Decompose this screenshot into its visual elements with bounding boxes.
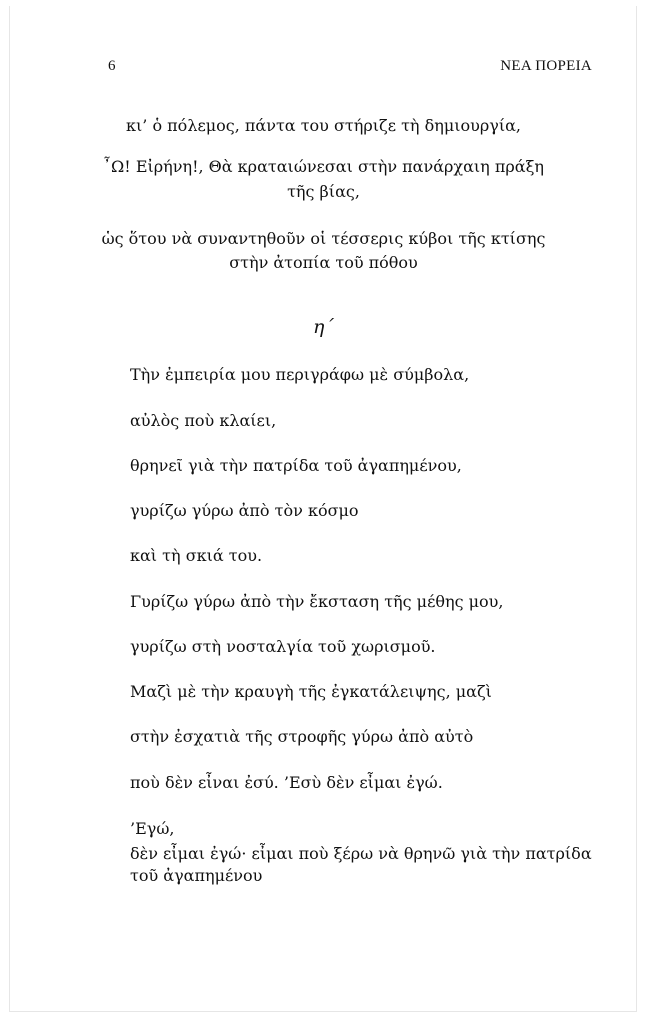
verse-line: στὴν ἐσχατιὰ τῆς στροφῆς γύρω ἀπὸ αὐτὸ <box>130 727 474 746</box>
verse-line: Μαζὶ μὲ τὴν κραυγὴ τῆς ἐγκατάλειψης, μαζὶ <box>130 682 492 701</box>
running-header <box>0 58 647 78</box>
verse-line: αὐλὸς ποὺ κλαίει, <box>130 411 277 430</box>
verse-line: καὶ τὴ σκιά του. <box>130 546 263 565</box>
intro-line: κι’ ὁ πόλεμος, πάντα του στήριζε τὴ δημιουργία, <box>126 116 521 135</box>
intro-line: στὴν ἀτοπία τοῦ πόθου <box>229 253 418 272</box>
section-mark: η΄ <box>313 316 334 338</box>
intro-line: τῆς βίας, <box>287 182 360 201</box>
verse-line: Τὴν ἐμπειρία μου περιγράφω μὲ σύμβολα, <box>130 365 470 384</box>
page-number: 6 <box>108 58 116 74</box>
verse-line: ποὺ δὲν εἶναι ἐσύ. ’Εσὺ δὲν εἶμαι ἐγώ. <box>130 773 443 792</box>
closing-line: δὲν εἶμαι ἐγώ· εἶμαι ποὺ ξέρω νὰ θρηνῶ γιὰ τὴν πατρίδα <box>130 844 592 863</box>
closing-line: ’Εγώ, <box>130 819 175 838</box>
running-title: ΝΕΑ ΠΟΡΕΙΑ <box>500 58 592 74</box>
verse-line: θρηνεῖ γιὰ τὴν πατρίδα τοῦ ἀγαπημένου, <box>130 456 462 475</box>
verse-line: γυρίζω στὴ νοσταλγία τοῦ χωρισμοῦ. <box>130 637 436 656</box>
intro-line: ὡς ὅτου νὰ συναντηθοῦν οἱ τέσσερις κύβοι τῆς κτίσης <box>101 229 546 248</box>
closing-line: τοῦ ἀγαπημένου <box>130 866 263 885</box>
intro-line: ῏Ω! Εἰρήνη!, Θὰ κραταιώνεσαι στὴν πανάρχαιη πράξη <box>103 157 544 176</box>
verse-line: γυρίζω γύρω ἀπὸ τὸν κόσμο <box>130 501 359 520</box>
verse-line: Γυρίζω γύρω ἀπὸ τὴν ἔκσταση τῆς μέθης μου, <box>130 592 504 611</box>
